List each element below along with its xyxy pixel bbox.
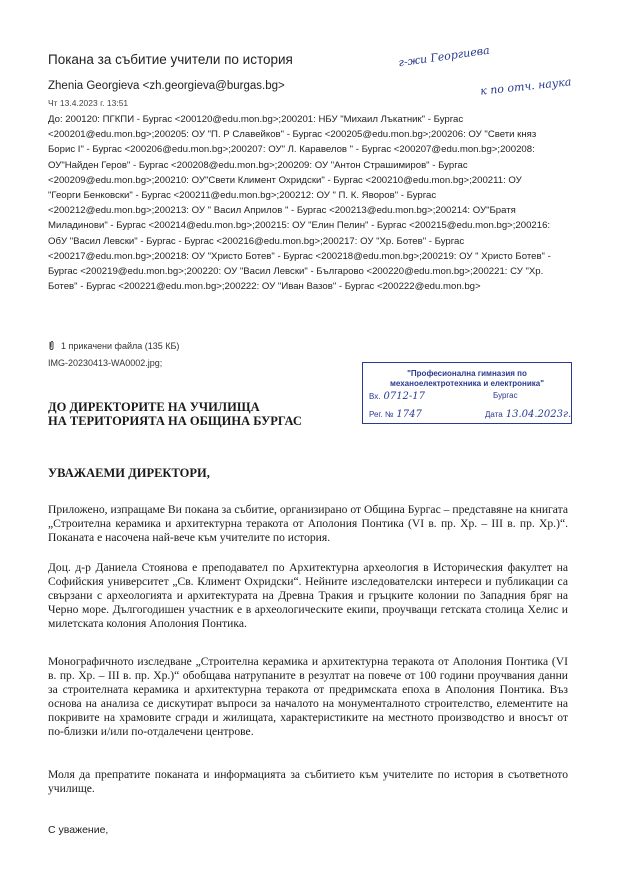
letter-paragraph-4: Моля да препратите поканата и информацията за събитието към учителите по история в съответното училище. <box>48 768 568 795</box>
attachment-filename[interactable]: IMG-20230413-WA0002.jpg; <box>48 358 163 368</box>
stamp-date-value: 13.04.2023г. <box>505 409 572 420</box>
stamp-incoming-value: 0712-17 <box>383 391 426 402</box>
handwritten-note-addressee: г-жи Георгиева <box>397 43 491 70</box>
attachment-summary[interactable] <box>48 340 179 351</box>
letter-paragraph-3: Монографичното изследване „Строителна керамика и архитектурна теракота от Аполония Понтика (VI в. пр. Хр. – III в. пр. Хр.)“ обобщава натрупаните в резултат на повече от 100 години проучвания данни за строителната керамика и архитектурна теракота от предримската епоха в Аполония Понтика. Въз основа на анализа се дискутират въпроси за началото на монументалното строителство, елементите на покривите на храмовите сгради и жилищата, характеристиките на местното производство и вносът от по-близки и/или по-отдалечени центрове. <box>48 655 568 738</box>
letter-paragraph-1: Приложено, изпращаме Ви покана за събитие, организирано от Община Бургас – представяне на книгата „Строителна керамика и архитектурна теракота от Аполония Понтика (VI в. пр. Хр. – III в. пр. Хр.)“. Поканата е насочена най-вече към учителите по история. <box>48 503 568 544</box>
stamp-school-line1: "Професионална гимназия по <box>407 369 527 378</box>
stamp-reg <box>369 409 422 420</box>
email-date: Чт 13.4.2023 г. 13:51 <box>48 98 129 108</box>
stamp-date <box>485 409 571 420</box>
attachment-count: 1 прикачени файла (135 КБ) <box>61 340 180 351</box>
stamp-reg-value: 1747 <box>396 409 422 420</box>
letter-paragraph-2: Доц. д-р Даниела Стоянова е преподавател по Архитектурна археология в Историческия факултет на Софийския университет „Св. Климент Охридски“. Нейните изследователски интереси и публикации са свързани с археологията и архитектурата на Древна Тракия и гръцките колонии по Западния бряг на Черно море. Дългогодишен участник е в археологическите екипи, проучващи гетската столица Хелис и милетската колония Аполония Понтика. <box>48 561 568 630</box>
stamp-reg-label: Рег. № <box>369 410 394 419</box>
stamp-incoming <box>369 391 425 402</box>
stamp-school-line2: механоелектротехника и електроника" <box>389 379 545 388</box>
letter-salutation: УВАЖАЕМИ ДИРЕКТОРИ, <box>48 466 210 480</box>
email-sender: Zhenia Georgieva <zh.georgieva@burgas.bg> <box>48 80 285 92</box>
email-recipients: До: 200120: ПГКПИ - Бургас <200120@edu.mon.bg>;200201: НБУ "Михаил Лъкатник" - Бургас <200201@edu.mon.bg>;200205: ОУ "П. Р Славейков" - Бургас <200205@edu.mon.bg>;200206: ОУ "Свети княз Борис I" - Бургас <200206@edu.mon.bg>;200207: ОУ" Л. Каравелов " - Бургас <200207@edu.mon.bg>;200208: ОУ"Найден Геров" - Бургас <200208@edu.mon.bg>;200209: ОУ "Антон Страшимиров" - Бургас <200209@edu.mon.bg>;200210: ОУ"Свети Климент Охридски" - Бургас <200210@edu.mon.bg>;200211: ОУ "Георги Бенковски" - Бургас <200211@edu.mon.bg>;200212: ОУ " П. К. Яворов" - Бургас <200212@edu.mon.bg>;200213: ОУ " Васил Априлов " - Бургас <200213@edu.mon.bg>;200214: ОУ"Братя Миладинови" - Бургас <200214@edu.mon.bg>;200215: ОУ "Елин Пелин" - Бургас <200215@edu.mon.bg>;200216: ОбУ "Васил Левски" - Бургас - Бургас <200216@edu.mon.bg>;200217: ОУ "Хр. Ботев" - Бургас <200217@edu.mon.bg>;200218: ОУ "Христо Ботев" - Бургас <200218@edu.mon.bg>;200219: ОУ " Христо Ботев" - Бургас <200219@edu.mon.bg>;200220: ОУ "Васил Левски" - Българово <200220@edu.mon.bg>;200221: СУ "Хр. Ботев" - Бургас <200221@edu.mon.bg>;200222: ОУ "Иван Вазов" - Бургас <200222@edu.mon.bg> <box>48 114 551 293</box>
stamp-city: Бургас <box>493 391 518 400</box>
letter-heading-line2: НА ТЕРИТОРИЯТА НА ОБЩИНА БУРГАС <box>48 414 302 428</box>
paperclip-icon <box>48 340 55 351</box>
email-subject: Покана за събитие учители по история <box>48 52 293 67</box>
stamp-date-label: Дата <box>485 410 503 419</box>
letter-heading-line1: ДО ДИРЕКТОРИТЕ НА УЧИЛИЩА <box>48 400 260 414</box>
registration-stamp <box>362 362 572 424</box>
stamp-incoming-label: Вх. <box>369 392 381 401</box>
handwritten-note-deputy: к по отч. наука <box>479 75 572 98</box>
letter-closing: С уважение, <box>48 824 109 836</box>
